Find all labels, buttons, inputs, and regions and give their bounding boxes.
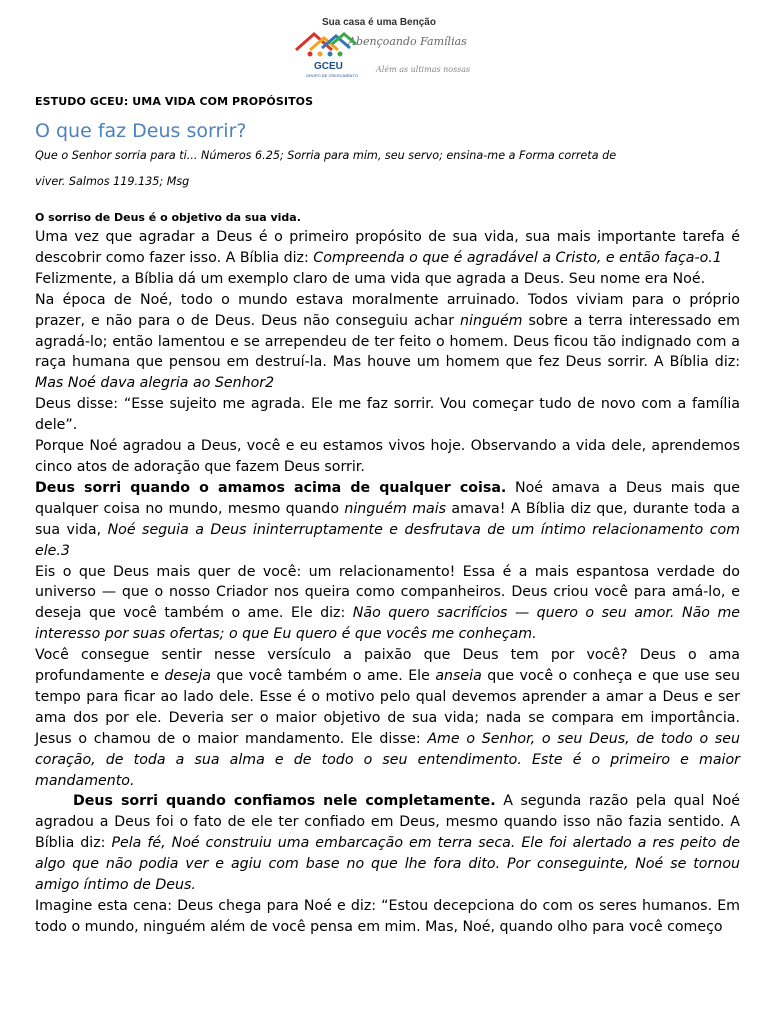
p8-text-a: Você consegue sentir nesse versículo a paixão que Deus tem por você? Deus o ama profundamente e <box>35 647 740 685</box>
p7-quote: Não quero sacrifícios — quero o seu amor. Não me interesso por suas ofertas; o que Eu quero é que vocês me conheçam. <box>35 605 740 643</box>
p6-emph: ninguém mais <box>344 500 447 517</box>
paragraph-8 <box>35 645 740 791</box>
p3-text-c: sobre a terra interessado em agradá-lo; então lamentou e se arrependeu de ter feito o homem. Deus ficou tão indignado com a raça humana que pensou em destruí-la. Mas houve um homem que fez Deus sorrir. A Bíblia diz: <box>35 312 740 371</box>
study-title: ESTUDO GCEU: UMA VIDA COM PROPÓSITOS <box>35 95 314 108</box>
paragraph-6 <box>35 478 740 562</box>
p6-text-d: amava! A Bíblia diz que, durante toda a sua vida, <box>35 500 740 538</box>
document-body <box>35 95 740 938</box>
logo-org: GCEU <box>314 61 343 72</box>
p6-text-b: Noé amava a Deus mais que qualquer coisa no mundo, mesmo quando <box>35 479 740 517</box>
logo-org-sub: GRUPO DE CRESCIMENTO <box>306 73 358 78</box>
paragraph-7 <box>35 562 740 646</box>
p3-text-a: Na época de Noé, todo o mundo estava moralmente arruinado. Todos viviam para o próprio prazer, e não para o de Deus. Deus não conseguiu achar <box>35 291 740 329</box>
p6-quote: Noé seguia a Deus ininterruptamente e desfrutava de um íntimo relacionamento com ele.3 <box>35 521 740 559</box>
p1-quote: Compreenda o que é agradável a Cristo, e então faça-o.1 <box>313 249 722 266</box>
paragraph-3 <box>35 290 740 395</box>
verse-line-1: Que o Senhor sorria para ti... Números 6.25; Sorria para mim, seu servo; ensina-me a Forma correta de <box>35 149 617 162</box>
p3-quote: Mas Noé dava alegria ao Senhor2 <box>35 375 275 392</box>
p7-text: Eis o que Deus mais quer de você: um relacionamento! Essa é a mais espantosa verdade do universo — que o nosso Criador nos queira como companheiros. Deus criou você para amá-lo, e deseja que você também o ame. Ele diz: <box>35 563 740 622</box>
p6-heading: Deus sorri quando o amamos acima de qualquer coisa. <box>35 479 507 496</box>
p9-quote: Pela fé, Noé construiu uma embarcação em terra seca. Ele foi alertado a res peito de algo que não podia ver e agiu com base no que lhe fora dito. Por conseguinte, Noé se tornou amigo íntimo de Deus. <box>35 835 741 894</box>
logo-tagline: Sua casa é uma Benção <box>322 17 436 28</box>
verse-line-2: viver. Salmos 119.135; Msg <box>35 175 190 188</box>
paragraph-2: Felizmente, a Bíblia dá um exemplo claro de uma vida que agrada a Deus. Seu nome era Noé. <box>35 270 706 287</box>
p9-text: A segunda razão pela qual Noé agradou a Deus foi o fato de ele ter confiado em Deus, mesmo quando isso não fazia sentido. A Bíblia diz: <box>35 793 740 852</box>
paragraph-1 <box>35 227 740 269</box>
house-icon <box>296 34 356 57</box>
p8-quote: Ame o Senhor, o seu Deus, de todo o seu coração, de toda a sua alma e de todo o seu entendimento. Este é o primeiro e maior mandamento. <box>35 730 740 789</box>
church-logo <box>292 14 484 80</box>
article-text <box>35 227 740 938</box>
paragraph-10: Imagine esta cena: Deus chega para Noé e diz: “Estou decepciona do com os seres humanos. Em todo o mundo, ninguém além de você pensa em mim. Mas, Noé, quando olho para você começo <box>35 898 740 935</box>
p8-text-e: que você o conheça e que use seu tempo para ficar ao lado dele. Esse é o motivo pelo qual devemos aprender a amar a Deus e ser ama dos por ele. Deveria ser o maior objetivo de sua vida; nada se compara em importância. Jesus o chamou de o maior mandamento. Ele disse: <box>35 668 741 747</box>
logo-graphic <box>292 14 484 80</box>
page-title: O que faz Deus sorrir? <box>35 120 247 142</box>
paragraph-5: Porque Noé agradou a Deus, você e eu estamos vivos hoje. Observando a vida dele, aprendemos cinco atos de adoração que fazem Deus sorrir. <box>35 438 740 475</box>
logo-script-1: Abençoando Famílias <box>348 35 467 48</box>
p8-text-c: que você também o ame. Ele <box>210 668 436 685</box>
p1-text: Uma vez que agradar a Deus é o primeiro propósito de sua vida, sua mais importante tarefa é descobrir como fazer isso. A Bíblia diz: <box>35 229 740 266</box>
paragraph-9 <box>35 791 740 896</box>
section-title: O sorriso de Deus é o objetivo da sua vida. <box>35 211 301 224</box>
p9-heading: Deus sorri quando confiamos nele completamente. <box>73 793 496 810</box>
p3-emph: ninguém <box>460 312 523 329</box>
paragraph-4: Deus disse: “Esse sujeito me agrada. Ele me faz sorrir. Vou começar tudo de novo com a família dele”. <box>35 396 740 434</box>
logo-script-2: Além as ultimas nossas <box>376 65 471 74</box>
p8-emph-2: anseia <box>435 668 482 685</box>
p8-emph-1: deseja <box>164 668 211 685</box>
